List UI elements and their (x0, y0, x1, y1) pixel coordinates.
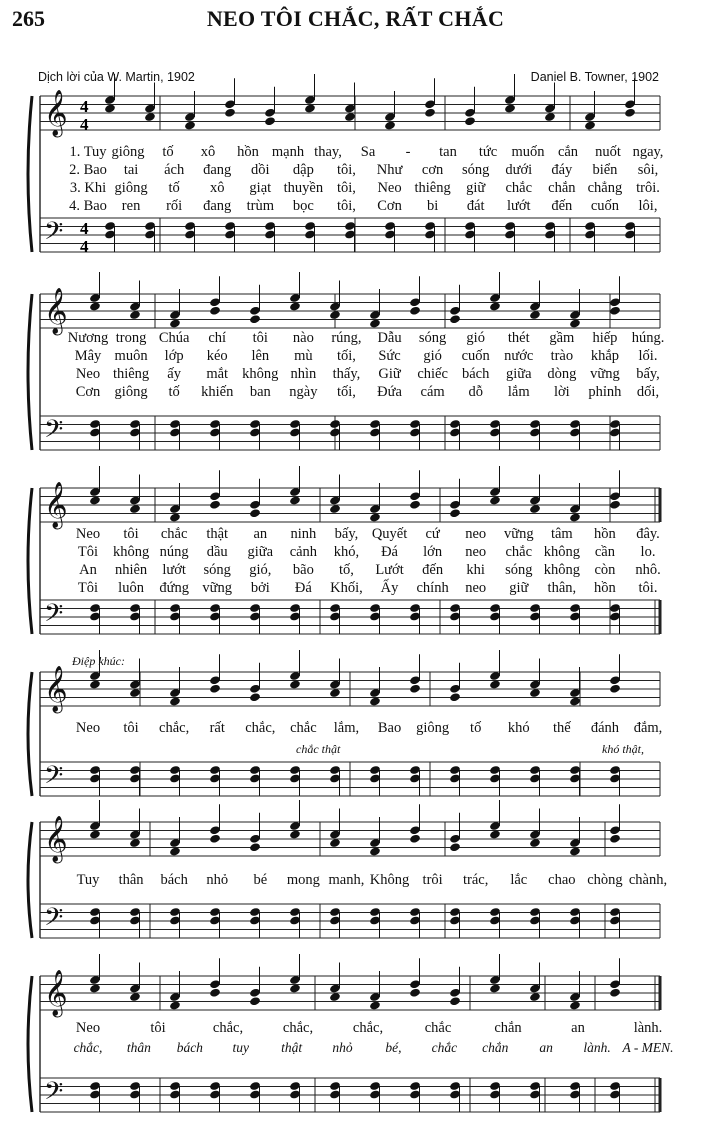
lyric-syllable: Dẫu (377, 330, 402, 346)
lyric-syllable: thân (118, 872, 144, 888)
music-system-1 (0, 90, 711, 270)
lyric-syllable: rúng, (331, 330, 362, 346)
lyric-syllable: biển (592, 162, 618, 178)
lyric-syllable: dập (292, 162, 314, 178)
lyric-syllable: neo (465, 580, 487, 596)
notehead-icon (209, 306, 221, 316)
lyric-syllable: Tôi (77, 580, 99, 596)
lyric-syllable: bọc (292, 198, 314, 214)
lyric-syllable: thét (507, 330, 530, 346)
notehead-icon (409, 306, 421, 316)
lyric-syllable: không (543, 544, 580, 560)
lyric-syllable: Neo (75, 366, 101, 382)
lyric-syllable: lo. (640, 544, 656, 560)
lyric-syllable: thuyền (283, 180, 324, 196)
lyric-syllable: ách (164, 162, 185, 178)
music-system-5 (0, 818, 711, 968)
echo-lyric (0, 1040, 711, 1058)
lyric-syllable: Đá (381, 544, 398, 560)
lyric-syllable: cứ (425, 526, 440, 542)
lyric-syllable: mạnh (271, 144, 305, 160)
lyric-syllable: giạt (249, 180, 272, 196)
lyric-syllable: cám (420, 384, 445, 400)
lyric-syllable: chắc (424, 1020, 452, 1036)
lyric-syllable: lời (553, 384, 570, 400)
notehead-icon (609, 684, 621, 694)
treble-clef-icon: 𝄞 (44, 970, 68, 1016)
lyric-syllable: giông (416, 720, 450, 736)
lyric-syllable: tai (123, 162, 139, 178)
music-system-6 (0, 968, 711, 1138)
lyric-syllable: hồn (594, 526, 616, 542)
translator-credit: Dịch lời của W. Martin, 1902 (38, 70, 195, 84)
bass-echo-2: khó thật, (602, 742, 644, 756)
lyric-syllable: bé (253, 872, 268, 888)
lyric-syllable: giữ (466, 180, 486, 196)
grand-staff-5 (0, 818, 711, 968)
lyric-syllable: lớp (164, 348, 184, 364)
notehead-icon (609, 988, 621, 998)
lyric-syllable: ban (249, 384, 271, 400)
lyric-syllable: bão (292, 562, 314, 578)
lyric-syllable: thay, (314, 144, 342, 160)
lyric-syllable: mắt (206, 366, 229, 382)
lyric-syllable: tôi (123, 720, 139, 736)
treble-clef-icon: 𝄞 (44, 482, 68, 528)
lyric-syllable: chắc, (159, 720, 190, 736)
lyric-syllable: ngày (289, 384, 318, 400)
lyric-syllable: hiếp (592, 330, 618, 346)
lyric-syllable: Bao (377, 720, 402, 736)
lyric-syllable: bách (160, 872, 188, 888)
lyric-syllable: lắc (510, 872, 528, 888)
lyric-syllable: ngay, (632, 144, 664, 160)
lyric-syllable: tối, (336, 348, 356, 364)
verse-1-lyric (0, 526, 711, 544)
lyric-syllable: nhỏ (206, 872, 229, 888)
lyric-syllable: neo (465, 526, 487, 542)
lyric-syllable: tôi (123, 526, 139, 542)
lyric-syllable: giữa (505, 366, 532, 382)
lyric-syllable: thấy, (332, 366, 361, 382)
lyric-syllable: nào (292, 330, 314, 346)
music-system-3 (0, 482, 711, 652)
lyric-syllable: Neo (75, 1020, 101, 1036)
lyric-syllable: chắn (494, 1020, 522, 1036)
lyric-syllable: tố (162, 144, 174, 160)
lyric-syllable: dối, (636, 384, 660, 400)
lyric-syllable: 3. Khi (69, 180, 107, 196)
lyric-syllable: lối. (638, 348, 658, 364)
verse-4-lyric (0, 198, 711, 216)
lyric-syllable: Lướt (375, 562, 404, 578)
lyric-syllable: Neo (75, 526, 101, 542)
notehead-icon (409, 500, 421, 510)
time-signature: 4 (80, 219, 89, 238)
lyric-syllable: chắc, (282, 1020, 314, 1036)
lyric-syllable: nước (504, 348, 534, 364)
lyric-syllable: Như (376, 162, 403, 178)
lyric-syllable: tố (168, 180, 180, 196)
time-signature: 4 (80, 237, 89, 256)
lyric-syllable: đánh (590, 720, 620, 736)
lyric-syllable: chành, (628, 872, 668, 888)
lyric-syllable: Cơn (377, 198, 402, 214)
lyric-syllable: thân, (547, 580, 577, 596)
lyric-syllable: chắc, (245, 720, 276, 736)
lyric-syllable: nhô. (635, 562, 661, 578)
lyric-syllable: luôn (118, 580, 144, 596)
lyric-syllable: nhìn (290, 366, 317, 382)
time-signature: 4 (80, 97, 89, 116)
notehead-icon (464, 116, 476, 126)
treble-clef-icon: 𝄞 (44, 90, 68, 136)
notehead-icon (209, 988, 221, 998)
lyric-syllable: bách (462, 366, 490, 382)
lyric-syllable: A - MEN. (622, 1040, 674, 1055)
lyric-syllable: lành. (583, 1040, 611, 1055)
bass-clef-icon: 𝄢 (44, 903, 64, 938)
notehead-icon (249, 314, 261, 324)
notehead-icon (409, 834, 421, 844)
lyric-syllable: không (242, 366, 279, 382)
lyric-syllable: đang (203, 162, 232, 178)
lyric-syllable: khi (466, 562, 485, 578)
lyric-syllable: chiếc (417, 366, 448, 382)
lyric-syllable: đây. (636, 526, 660, 542)
lyric-syllable: Giữ (378, 366, 401, 382)
lyric-syllable: thật (281, 1040, 303, 1055)
lyric-syllable: đát (466, 198, 485, 214)
lyric-syllable: húng. (631, 330, 665, 346)
lyric-syllable: thiêng (414, 180, 451, 196)
notehead-icon (249, 996, 261, 1006)
notehead-icon (424, 108, 436, 118)
lyric-syllable: giông (114, 384, 148, 400)
bass-clef-icon: 𝄢 (44, 415, 64, 450)
lyric-syllable: trôi (422, 872, 443, 888)
lyric-syllable: An (79, 562, 97, 578)
lyric-syllable: trùm (246, 198, 274, 214)
refrain-lyric (0, 1020, 711, 1038)
lyric-syllable: Khối, (330, 580, 363, 596)
lyric-syllable: manh, (328, 872, 365, 888)
lyric-syllable: bách (176, 1040, 203, 1055)
verse-1-lyric (0, 330, 711, 348)
lyric-syllable: tố, (339, 562, 354, 578)
bass-clef-icon: 𝄢 (44, 1077, 64, 1112)
lyric-syllable: nhỏ (332, 1040, 353, 1055)
lyric-syllable: tố (470, 720, 482, 736)
lyric-syllable: bi (426, 198, 439, 214)
lyric-syllable: 4. Bao (69, 198, 107, 214)
lyric-syllable: Sa (360, 144, 376, 160)
lyric-syllable: Neo (75, 720, 101, 736)
lyric-syllable: phỉnh (588, 384, 622, 400)
treble-clef-icon: 𝄞 (44, 816, 68, 862)
lyric-syllable: chắc, (73, 1040, 103, 1055)
lyric-syllable: thân (126, 1040, 151, 1055)
lyric-syllable: tôi, (336, 162, 356, 178)
notehead-icon (624, 108, 636, 118)
lyric-syllable: núng (159, 544, 189, 560)
bass-clef-icon: 𝄢 (44, 217, 64, 252)
lyric-syllable: trong (115, 330, 147, 346)
verse-3-lyric (0, 562, 711, 580)
verse-4-lyric (0, 384, 711, 402)
lyric-syllable: sóng (461, 162, 490, 178)
lyric-syllable: dồi (251, 162, 270, 178)
lyric-syllable: Ấy (380, 580, 399, 596)
lyric-syllable: cuốn (461, 348, 490, 364)
bass-echo-1: chắc thật (296, 742, 341, 756)
lyric-syllable: Tuy (76, 872, 100, 888)
lyric-syllable: giông (114, 180, 148, 196)
lyric-syllable: ren (121, 198, 141, 214)
lyric-syllable: thật (206, 526, 229, 542)
lyric-syllable: xô (209, 180, 225, 196)
lyric-syllable: ấy (167, 366, 181, 382)
lyric-syllable: tối, (336, 384, 356, 400)
hymn-title: NEO TÔI CHẮC, RẤT CHẮC (206, 6, 505, 31)
lyric-syllable: tuy (232, 1040, 249, 1055)
lyric-syllable: lướt (162, 562, 186, 578)
verse-1-lyric (0, 144, 711, 162)
notehead-icon (249, 508, 261, 518)
lyric-syllable: đến (551, 198, 573, 214)
lyric-syllable: mong (286, 872, 320, 888)
lyric-syllable: đến (422, 562, 444, 578)
lyric-syllable: chí (208, 330, 227, 346)
lyric-syllable: trác, (463, 872, 489, 888)
lyric-syllable: đáy (551, 162, 573, 178)
lyric-syllable: giông (111, 144, 145, 160)
verse-4-lyric (0, 580, 711, 598)
lyric-syllable: giữ (509, 580, 529, 596)
lyric-syllable: lôi, (638, 198, 658, 214)
notehead-icon (409, 684, 421, 694)
lyric-syllable: neo (465, 544, 487, 560)
lyric-syllable: tôi. (638, 580, 658, 596)
lyric-syllable: an (253, 526, 268, 542)
lyric-syllable: chắc, (212, 1020, 244, 1036)
lyric-syllable: sóng (203, 562, 231, 578)
notehead-icon (209, 834, 221, 844)
lyric-syllable: đứng (159, 580, 189, 596)
hymn-number: 265 (12, 6, 45, 31)
lyric-syllable: lắm, (333, 720, 360, 736)
notehead-icon (609, 834, 621, 844)
lyric-syllable: mù (294, 348, 313, 364)
lyric-syllable: trôi. (636, 180, 660, 196)
lyric-syllable: lớn (423, 544, 443, 560)
lyric-syllable: cơn (421, 162, 444, 178)
lyric-syllable: tức (478, 144, 498, 160)
bass-clef-icon: 𝄢 (44, 599, 64, 634)
lyric-syllable: 1. Tuy (69, 144, 107, 160)
lyric-syllable: tôi (252, 330, 268, 346)
verse-2-lyric (0, 544, 711, 562)
lyric-syllable: Không (369, 872, 410, 888)
lyric-syllable: vững (202, 580, 233, 596)
lyric-syllable: không (112, 544, 150, 560)
lyric-syllable: - (405, 144, 411, 160)
lyric-syllable: Tôi (77, 544, 99, 560)
lyric-syllable: đắm, (633, 720, 663, 736)
notehead-icon (249, 692, 261, 702)
lyric-syllable: vững (590, 366, 620, 382)
lyric-syllable: Chúa (158, 330, 190, 346)
lyric-syllable: vững (503, 526, 534, 542)
music-system-2 (0, 288, 711, 468)
lyric-syllable: gió, (249, 562, 272, 578)
treble-clef-icon: 𝄞 (44, 288, 68, 334)
lyric-syllable: hồn (594, 580, 616, 596)
lyric-syllable: tâm (550, 526, 573, 542)
lyric-syllable: an (539, 1040, 553, 1055)
lyric-syllable: trào (550, 348, 574, 364)
lyric-syllable: dầu (206, 544, 228, 560)
lyric-syllable: chắc (431, 1040, 458, 1055)
lyric-syllable: rối (166, 198, 183, 214)
lyric-syllable: xô (200, 144, 216, 160)
notehead-icon (449, 692, 461, 702)
lyric-syllable: 2. Bao (69, 162, 107, 178)
lyric-syllable: gió (423, 348, 442, 364)
notehead-icon (609, 500, 621, 510)
notehead-icon (449, 842, 461, 852)
time-signature: 4 (80, 115, 89, 134)
lyric-syllable: chắn (548, 180, 576, 196)
treble-clef-icon: 𝄞 (44, 666, 68, 712)
lyric-syllable: Neo (377, 180, 402, 196)
lyric-syllable: thiêng (112, 366, 150, 382)
notehead-icon (209, 500, 221, 510)
lyric-syllable: an (571, 1020, 585, 1036)
refrain-lyric (0, 872, 711, 890)
lyric-syllable: bởi (250, 580, 270, 596)
lyric-syllable: hồn (237, 144, 259, 160)
lyric-syllable: cắn (557, 144, 579, 160)
lyric-syllable: đang (203, 198, 232, 214)
lyric-syllable: giữa (247, 544, 274, 560)
lyric-syllable: lành. (633, 1020, 663, 1036)
bass-clef-icon: 𝄢 (44, 761, 64, 796)
lyric-syllable: kéo (206, 348, 228, 364)
lyric-syllable: cảnh (289, 544, 318, 560)
verse-2-lyric (0, 348, 711, 366)
notehead-icon (409, 988, 421, 998)
notehead-icon (224, 108, 236, 118)
lyric-syllable: muốn (511, 144, 545, 160)
lyric-syllable: khiến (201, 384, 234, 400)
lyric-syllable: khó, (333, 544, 360, 560)
lyric-syllable: bấy, (334, 526, 359, 542)
notehead-icon (209, 684, 221, 694)
lyric-syllable: tan (439, 144, 457, 160)
lyric-syllable: Cơn (75, 384, 101, 400)
verse-3-lyric (0, 366, 711, 384)
lyric-syllable: khó (507, 720, 530, 736)
lyric-syllable: bé, (385, 1040, 402, 1055)
lyric-syllable: chòng (587, 872, 623, 888)
lyric-syllable: tôi, (336, 180, 356, 196)
lyric-syllable: muôn (114, 348, 148, 364)
lyric-syllable: rất (209, 720, 225, 736)
lyric-syllable: lên (251, 348, 270, 364)
refrain-lyric (0, 720, 711, 738)
lyric-syllable: dưới (505, 162, 533, 178)
notehead-icon (249, 842, 261, 852)
lyric-syllable: Đá (294, 580, 312, 596)
lyric-syllable: sóng (505, 562, 533, 578)
music-system-4 (0, 666, 711, 810)
lyric-syllable: nhiên (114, 562, 148, 578)
notehead-icon (449, 314, 461, 324)
lyric-syllable: cần (594, 544, 615, 560)
composer-credit: Daniel B. Towner, 1902 (530, 70, 659, 84)
lyric-syllable: chắc (505, 180, 533, 196)
notehead-icon (609, 306, 621, 316)
notehead-icon (449, 508, 461, 518)
notehead-icon (264, 116, 276, 126)
lyric-syllable: lướt (506, 198, 531, 214)
lyric-syllable: chắc (160, 526, 188, 542)
lyric-syllable: Mây (74, 348, 102, 364)
lyric-syllable: chắc (505, 544, 533, 560)
lyric-syllable: chính (416, 580, 449, 596)
lyric-syllable: Sức (378, 348, 401, 364)
verse-3-lyric (0, 180, 711, 198)
lyric-syllable: lắm (507, 384, 530, 400)
lyric-syllable: chắc (290, 720, 317, 736)
lyric-syllable: nuốt (595, 144, 621, 160)
grand-staff-4 (0, 666, 711, 810)
lyric-syllable: tố (168, 384, 180, 400)
lyric-syllable: dỗ (468, 384, 483, 400)
lyric-syllable: Quyết (371, 526, 408, 542)
lyric-syllable: gió (466, 330, 485, 346)
lyric-syllable: chao (548, 872, 576, 888)
lyric-syllable: không (543, 562, 580, 578)
lyric-syllable: sôi, (637, 162, 659, 178)
lyric-syllable: Đứa (377, 384, 402, 400)
lyric-syllable: dòng (547, 366, 577, 382)
lyric-syllable: chắc, (352, 1020, 384, 1036)
lyric-syllable: Nương (67, 330, 109, 346)
notehead-icon (449, 996, 461, 1006)
lyric-syllable: gầm (549, 330, 575, 346)
lyric-syllable: sóng (418, 330, 447, 346)
lyric-syllable: thế (552, 720, 571, 736)
lyric-syllable: chẳng (587, 180, 623, 196)
lyric-syllable: tôi (150, 1020, 166, 1036)
refrain-label: Điệp khúc: (72, 654, 125, 668)
lyric-syllable: khắp (590, 348, 620, 364)
lyric-syllable: còn (594, 562, 616, 578)
lyric-syllable: ninh (290, 526, 317, 542)
lyric-syllable: cuốn (590, 198, 620, 214)
verse-2-lyric (0, 162, 711, 180)
lyric-syllable: tôi, (336, 198, 356, 214)
lyric-syllable: bấy, (636, 366, 660, 382)
lyric-syllable: chắn (482, 1040, 509, 1055)
